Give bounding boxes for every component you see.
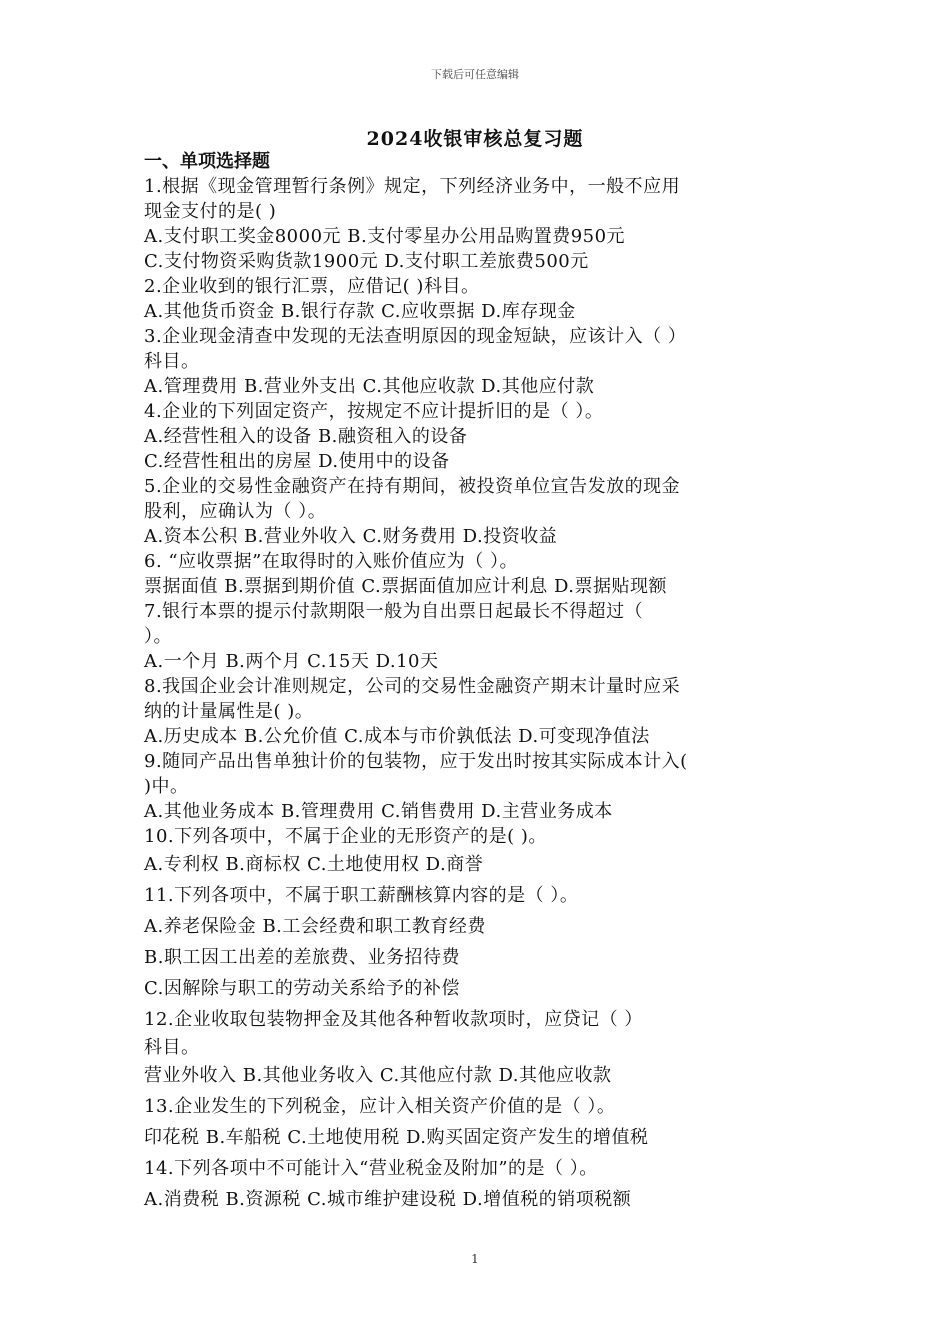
text-line: A.支付职工奖金8000元 B.支付零星办公用品购置费950元 xyxy=(144,226,626,247)
text-line: )中。 xyxy=(144,776,189,797)
text-line: 7.银行本票的提示付款期限一般为自出票日起最长不得超过（ xyxy=(144,601,644,622)
text-line: 股利，应确认为（ ）。 xyxy=(144,501,327,522)
text-line: 2.企业收到的银行汇票，应借记( )科目。 xyxy=(144,276,480,297)
text-line: 14.下列各项中不可能计入“营业税金及附加”的是（ ）。 xyxy=(144,1158,598,1179)
text-line: 1.根据《现金管理暂行条例》规定，下列经济业务中，一般不应用 xyxy=(144,176,681,197)
text-line: A.消费税 B.资源税 C.城市维护建设税 D.增值税的销项税额 xyxy=(144,1189,632,1210)
document-title: 2024收银审核总复习题 xyxy=(366,128,584,150)
text-line: 8.我国企业会计准则规定，公司的交易性金融资产期末计量时应采 xyxy=(144,676,681,697)
text-line: C.因解除与职工的劳动关系给予的补偿 xyxy=(144,978,460,999)
text-line: A.历史成本 B.公允价值 C.成本与市价孰低法 D.可变现净值法 xyxy=(144,726,650,747)
page-header: 下载后可任意编辑 xyxy=(431,68,519,81)
text-line: A.经营性租入的设备 B.融资租入的设备 xyxy=(144,426,468,447)
text-line: 3.企业现金清查中发现的无法查明原因的现金短缺，应该计入（ ） xyxy=(144,326,687,347)
text-line: 6. “应收票据”在取得时的入账价值应为（ ）。 xyxy=(144,551,519,572)
section-heading: 一、单项选择题 xyxy=(144,151,270,172)
text-line: B.职工因工出差的差旅费、业务招待费 xyxy=(144,947,460,968)
text-line: 科目。 xyxy=(144,351,200,372)
text-line: 10.下列各项中，不属于企业的无形资产的是( )。 xyxy=(144,826,547,847)
text-line: 印花税 B.车船税 C.土地使用税 D.购买固定资产发生的增值税 xyxy=(144,1127,649,1148)
text-line: 12.企业收取包装物押金及其他各种暂收款项时，应贷记（ ） xyxy=(144,1009,643,1030)
text-line: 纳的计量属性是( )。 xyxy=(144,701,314,722)
text-line: ）。 xyxy=(144,626,172,647)
text-line: 票据面值 B.票据到期价值 C.票据面值加应计利息 D.票据贴现额 xyxy=(144,576,667,597)
text-line: A.一个月 B.两个月 C.15天 D.10天 xyxy=(144,651,439,672)
text-line: A.养老保险金 B.工会经费和职工教育经费 xyxy=(144,916,486,937)
text-line: 现金支付的是( ) xyxy=(144,201,277,222)
text-line: C.支付物资采购货款1900元 D.支付职工差旅费500元 xyxy=(144,251,589,272)
text-line: 科目。 xyxy=(144,1037,200,1058)
text-line: A.管理费用 B.营业外支出 C.其他应收款 D.其他应付款 xyxy=(144,376,595,397)
text-line: A.专利权 B.商标权 C.土地使用权 D.商誉 xyxy=(144,854,484,875)
text-line: 13.企业发生的下列税金，应计入相关资产价值的是（ ）。 xyxy=(144,1096,616,1117)
page-number: 1 xyxy=(471,1252,479,1266)
text-line: C.经营性租出的房屋 D.使用中的设备 xyxy=(144,451,450,472)
text-line: 4.企业的下列固定资产，按规定不应计提折旧的是（ ）。 xyxy=(144,401,604,422)
question-lines xyxy=(144,174,812,1215)
text-line: 营业外收入 B.其他业务收入 C.其他应付款 D.其他应收款 xyxy=(144,1065,612,1086)
text-line: A.资本公积 B.营业外收入 C.财务费用 D.投资收益 xyxy=(144,526,558,547)
text-line: A.其他业务成本 B.管理费用 C.销售费用 D.主营业务成本 xyxy=(144,801,613,822)
text-line: 5.企业的交易性金融资产在持有期间，被投资单位宣告发放的现金 xyxy=(144,476,681,497)
text-line: A.其他货币资金 B.银行存款 C.应收票据 D.库存现金 xyxy=(144,301,576,322)
question-body xyxy=(144,150,812,1215)
text-line: 11.下列各项中，不属于职工薪酬核算内容的是（ ）。 xyxy=(144,885,579,906)
text-line: 9.随同产品出售单独计价的包装物，应于发出时按其实际成本计入( xyxy=(144,751,688,772)
